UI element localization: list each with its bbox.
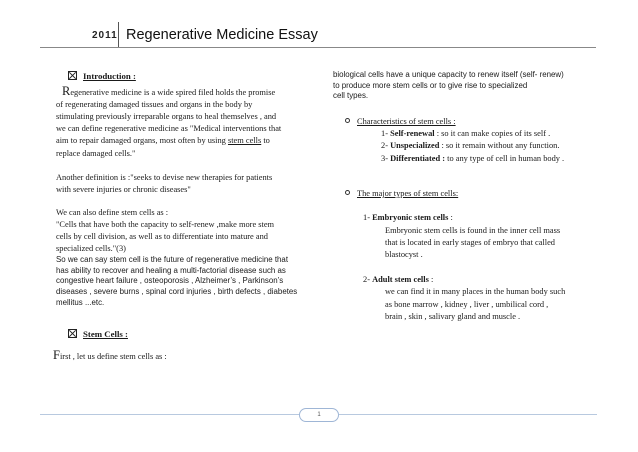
future-paragraph-line: mellitus ...etc. — [56, 297, 105, 307]
future-paragraph-line: diseases , severe burns , spinal cord injuries , birth defects , diabetes — [56, 287, 298, 296]
embryonic-line: Embryonic stem cells is found in the inner cell mass — [385, 225, 561, 235]
biology-line: biological cells have a unique capacity to renew itself (self- renew) — [333, 70, 564, 79]
circle-bullet-icon — [345, 118, 350, 123]
future-paragraph-line: So we can say stem cell is the future of regenerative medicine that — [56, 255, 289, 265]
intro-line: of regenerating damaged tissues and organs in the body by — [56, 100, 253, 110]
document-title: Regenerative Medicine Essay — [126, 27, 318, 43]
drop-cap: R — [62, 84, 71, 99]
intro-line: replace damaged cells." — [56, 148, 136, 158]
header-year: 2011 — [92, 30, 118, 41]
embryonic-item: 1- Embryonic stem cells : — [363, 213, 453, 223]
page-header — [0, 0, 638, 58]
drop-cap: F — [53, 348, 60, 363]
footer-rule-left — [40, 414, 299, 415]
embryonic-line: blastocyst . — [385, 250, 423, 260]
footer-rule-right — [339, 414, 597, 415]
biology-line: to produce more stem cells or to give rise to specialized — [333, 80, 528, 90]
list-item: 3- Differentiated : to any type of cell in human body . — [381, 153, 565, 163]
stem-definition-line: We can also define stem cells as : — [56, 207, 169, 217]
intro-paragraph-first-line: Regenerative medicine is a wide spired filed holds the promise — [62, 84, 276, 99]
adult-item: 2- Adult stem cells : — [363, 274, 434, 284]
checkbox-x-icon — [68, 71, 77, 80]
introduction-heading: Introduction : — [56, 70, 304, 82]
intro-line: stimulating previously irreparable organs to heal themselves , and — [56, 112, 277, 122]
stem-definition-line: cells by cell division, as well as to differentiate into mature and — [56, 232, 268, 242]
future-paragraph-line: congestive heart failure , osteoporosis , Alzheimer’s , Parkinson’s — [56, 276, 284, 286]
stem-definition-line: "Cells that have both the capacity to self-renew ,make more stem — [56, 219, 275, 229]
stem-definition-line: specialized cells."(3) — [56, 244, 126, 254]
embryonic-line: that is located in early stages of embryo that called — [385, 238, 555, 247]
list-item: 2- Unspecialized : so it remain without any function. — [381, 141, 560, 151]
adult-line: brain , skin , salivary gland and muscle . — [385, 312, 521, 322]
stem-cells-heading: Stem Cells : — [56, 328, 304, 340]
list-item: 1- Self-renewal : so it can make copies of its self . — [381, 128, 551, 138]
biology-line: cell types. — [333, 91, 369, 101]
types-heading: The major types of stem cells: — [333, 188, 593, 200]
intro-line: we can define regenerative medicine as "Medical interventions that — [56, 124, 282, 134]
characteristics-list — [333, 128, 593, 165]
future-paragraph-line: has ability to recover and healing a multi-factorial disease such as — [56, 265, 286, 275]
definition-line: with severe injuries or chronic diseases" — [56, 184, 191, 194]
stem-cells-link[interactable]: stem cells — [227, 136, 262, 146]
adult-line: as bone marrow , kidney , liver , umbilical cord , — [385, 299, 549, 309]
intro-line: aim to repair damaged organs, most often by using stem cells to — [56, 136, 270, 146]
circle-bullet-icon — [345, 190, 350, 195]
checkbox-x-icon — [68, 329, 77, 338]
definition-line: Another definition is :"seeks to devise new therapies for patients — [56, 172, 273, 182]
stem-cells-intro: First , let us define stem cells as : — [53, 348, 167, 363]
right-column — [333, 70, 593, 323]
header-divider — [118, 22, 119, 48]
header-rule — [40, 47, 596, 48]
left-column — [53, 70, 304, 363]
characteristics-heading: Characteristics of stem cells : — [333, 116, 593, 128]
page-number: 1 — [299, 408, 339, 422]
adult-line: we can find it in many places in the human body such — [385, 287, 566, 297]
